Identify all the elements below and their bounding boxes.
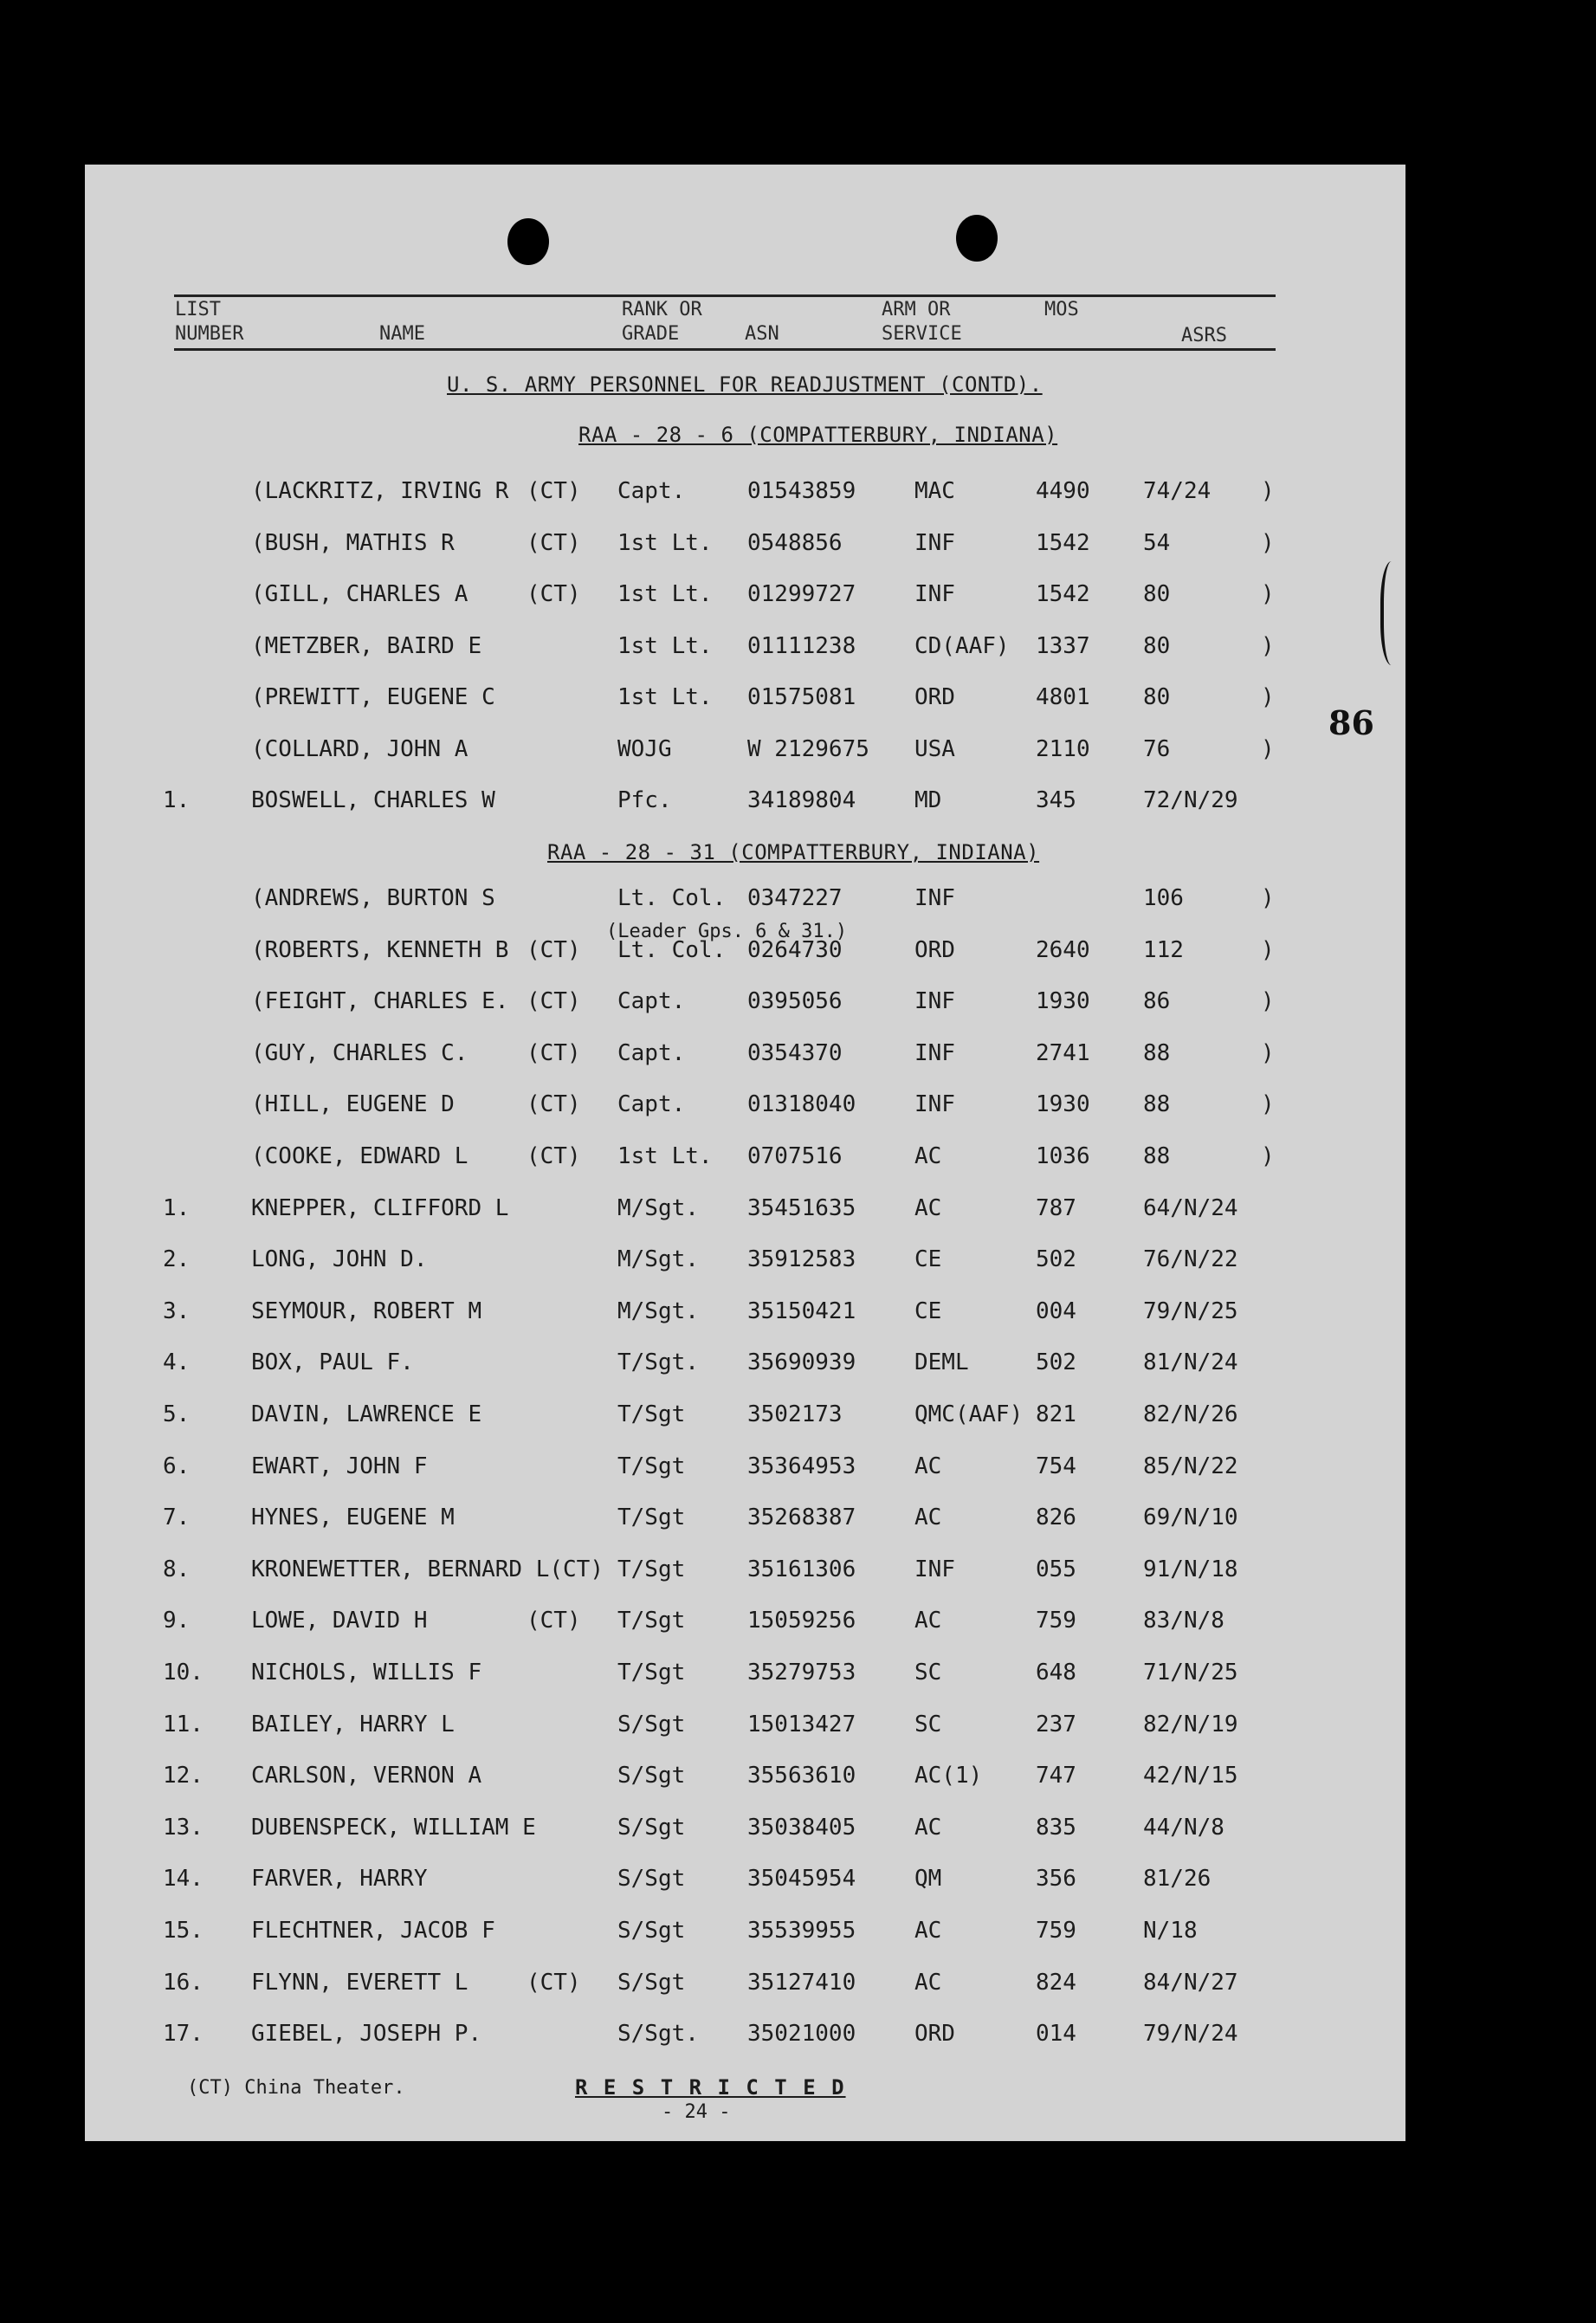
cell-asrs: 84/N/27	[1143, 1969, 1238, 1996]
cell-bracket: )	[1261, 885, 1275, 911]
cell-mos: 787	[1036, 1194, 1076, 1221]
cell-mos: 502	[1036, 1349, 1076, 1376]
cell-arm: AC	[914, 1608, 942, 1634]
cell-asrs: 82/N/19	[1143, 1711, 1238, 1737]
cell-asn: 35539955	[747, 1918, 856, 1944]
punch-hole	[507, 218, 549, 265]
cell-asn: 35364953	[747, 1453, 856, 1479]
cell-asrs: 85/N/22	[1143, 1453, 1238, 1479]
cell-name: FLYNN, EVERETT L	[251, 1969, 468, 1996]
cell-asn: 15013427	[747, 1711, 856, 1737]
cell-rank: S/Sgt	[617, 1969, 686, 1996]
table-row	[85, 1138, 1405, 1173]
cell-bracket: )	[1261, 529, 1275, 556]
cell-arm: CE	[914, 1246, 942, 1273]
cell-asrs: 74/24	[1143, 478, 1212, 504]
cell-bracket: )	[1261, 1039, 1275, 1066]
cell-rank: 1st Lt.	[617, 581, 713, 607]
cell-ct: (CT)	[527, 1039, 581, 1066]
cell-ct: (CT)	[527, 1143, 581, 1169]
cell-asn: 0707516	[747, 1143, 843, 1169]
cell-asrs: 112	[1143, 936, 1184, 963]
table-row	[85, 932, 1405, 967]
cell-name: NICHOLS, WILLIS F	[251, 1660, 482, 1686]
cell-rank: T/Sgt	[617, 1453, 686, 1479]
cell-arm: QM	[914, 1866, 942, 1893]
cell-asrs: 72/N/29	[1143, 787, 1238, 813]
cell-asn: 34189804	[747, 787, 856, 813]
table-row	[85, 1602, 1405, 1637]
cell-rank: S/Sgt.	[617, 2021, 699, 2048]
cell-arm: AC(1)	[914, 1763, 983, 1789]
table-row	[85, 1551, 1405, 1586]
cell-mos: 004	[1036, 1297, 1076, 1324]
cell-name: (PREWITT, EUGENE C	[251, 684, 495, 710]
cell-asrs: 80	[1143, 684, 1171, 710]
cell-ct: (CT)	[527, 1969, 581, 1996]
cell-mos: 014	[1036, 2021, 1076, 2048]
cell-arm: ORD	[914, 684, 955, 710]
cell-bracket: )	[1261, 478, 1275, 504]
cell-asrs: 80	[1143, 632, 1171, 659]
cell-asrs: 79/N/25	[1143, 1297, 1238, 1324]
cell-num: 1.	[163, 787, 191, 813]
header-name: NAME	[379, 323, 425, 345]
cell-bracket: )	[1261, 988, 1275, 1015]
cell-num: 7.	[163, 1504, 191, 1531]
main-title: U. S. ARMY PERSONNEL FOR READJUSTMENT (CONTD).	[447, 372, 1043, 397]
cell-mos: 1337	[1036, 632, 1090, 659]
leader-note: (Leader Gps. 6 & 31.)	[606, 921, 848, 942]
cell-asrs: 91/N/18	[1143, 1556, 1238, 1582]
cell-arm: MD	[914, 787, 942, 813]
cell-mos: 1930	[1036, 1091, 1090, 1118]
table-row	[85, 1757, 1405, 1792]
cell-arm: AC	[914, 1143, 942, 1169]
cell-mos: 2741	[1036, 1039, 1090, 1066]
cell-asrs: N/18	[1143, 1918, 1198, 1944]
cell-arm: INF	[914, 988, 955, 1015]
handwritten-mark	[1380, 561, 1408, 665]
cell-asrs: 86	[1143, 988, 1171, 1015]
table-row	[85, 576, 1405, 611]
cell-rank: S/Sgt	[617, 1763, 686, 1789]
header-rank-grade: RANK OR GRADE	[622, 299, 702, 345]
cell-mos: 345	[1036, 787, 1076, 813]
cell-name: LOWE, DAVID H	[251, 1608, 428, 1634]
cell-asrs: 64/N/24	[1143, 1194, 1238, 1221]
cell-name: (HILL, EUGENE D	[251, 1091, 455, 1118]
table-row	[85, 880, 1405, 915]
table-row	[85, 1964, 1405, 1999]
cell-arm: AC	[914, 1194, 942, 1221]
cell-asn: 35150421	[747, 1297, 856, 1324]
cell-arm: AC	[914, 1814, 942, 1841]
cell-rank: T/Sgt.	[617, 1349, 699, 1376]
cell-bracket: )	[1261, 684, 1275, 710]
cell-mos: 1542	[1036, 581, 1090, 607]
header-mos: MOS	[1044, 299, 1079, 320]
cell-mos: 754	[1036, 1453, 1076, 1479]
cell-mos: 826	[1036, 1504, 1076, 1531]
cell-rank: Capt.	[617, 988, 686, 1015]
cell-mos: 4801	[1036, 684, 1090, 710]
cell-bracket: )	[1261, 735, 1275, 762]
cell-asrs: 80	[1143, 581, 1171, 607]
table-row	[85, 1241, 1405, 1276]
cell-mos: 821	[1036, 1401, 1076, 1427]
table-row	[85, 782, 1405, 817]
cell-arm: INF	[914, 885, 955, 911]
cell-asn: 35451635	[747, 1194, 856, 1221]
cell-asrs: 88	[1143, 1143, 1171, 1169]
cell-asn: 3502173	[747, 1401, 843, 1427]
cell-mos: 747	[1036, 1763, 1076, 1789]
cell-arm: CE	[914, 1297, 942, 1324]
cell-arm: INF	[914, 581, 955, 607]
table-row	[85, 1086, 1405, 1121]
cell-num: 10.	[163, 1660, 204, 1686]
cell-name: (GILL, CHARLES A	[251, 581, 468, 607]
table-row	[85, 679, 1405, 714]
cell-rank: T/Sgt	[617, 1556, 686, 1582]
cell-bracket: )	[1261, 581, 1275, 607]
cell-name: SEYMOUR, ROBERT M	[251, 1297, 482, 1324]
punch-hole	[956, 215, 998, 262]
cell-rank: Pfc.	[617, 787, 672, 813]
cell-arm: AC	[914, 1504, 942, 1531]
cell-mos: 055	[1036, 1556, 1076, 1582]
cell-asn: 15059256	[747, 1608, 856, 1634]
cell-rank: T/Sgt	[617, 1504, 686, 1531]
cell-rank: WOJG	[617, 735, 672, 762]
cell-rank: T/Sgt	[617, 1660, 686, 1686]
cell-arm: CD(AAF)	[914, 632, 1010, 659]
document-page	[85, 165, 1405, 2141]
cell-name: (ROBERTS, KENNETH B	[251, 936, 509, 963]
cell-asn: 0264730	[747, 936, 843, 963]
classification-marking: R E S T R I C T E D	[575, 2075, 846, 2100]
cell-rank: 1st Lt.	[617, 529, 713, 556]
cell-arm: INF	[914, 1039, 955, 1066]
cell-rank: Capt.	[617, 1039, 686, 1066]
table-row	[85, 1706, 1405, 1741]
cell-asn: 01575081	[747, 684, 856, 710]
cell-num: 1.	[163, 1194, 191, 1221]
cell-mos: 759	[1036, 1918, 1076, 1944]
cell-num: 13.	[163, 1814, 204, 1841]
cell-asrs: 76	[1143, 735, 1171, 762]
footer-legend: (CT) China Theater.	[187, 2077, 405, 2099]
cell-rank: S/Sgt	[617, 1814, 686, 1841]
cell-arm: AC	[914, 1969, 942, 1996]
cell-asn: 0354370	[747, 1039, 843, 1066]
cell-asn: 35127410	[747, 1969, 856, 1996]
cell-rank: S/Sgt	[617, 1711, 686, 1737]
cell-ct: (CT)	[527, 529, 581, 556]
cell-num: 8.	[163, 1556, 191, 1582]
table-row	[85, 1448, 1405, 1483]
table-row	[85, 1860, 1405, 1895]
table-row	[85, 1035, 1405, 1070]
cell-ct: (CT)	[527, 988, 581, 1015]
section-title: RAA - 28 - 31 (COMPATTERBURY, INDIANA)	[547, 840, 1040, 864]
table-row	[85, 983, 1405, 1018]
cell-name: CARLSON, VERNON A	[251, 1763, 482, 1789]
cell-arm: INF	[914, 1091, 955, 1118]
cell-ct: (CT)	[527, 1608, 581, 1634]
cell-ct: (CT)	[527, 1091, 581, 1118]
cell-rank: M/Sgt.	[617, 1246, 699, 1273]
cell-arm: DEML	[914, 1349, 969, 1376]
cell-arm: ORD	[914, 2021, 955, 2048]
table-row	[85, 628, 1405, 663]
table-row	[85, 1396, 1405, 1431]
cell-asrs: 79/N/24	[1143, 2021, 1238, 2048]
cell-asn: 35279753	[747, 1660, 856, 1686]
header-arm-service: ARM OR SERVICE	[882, 299, 962, 345]
cell-bracket: )	[1261, 936, 1275, 963]
cell-asn: 01111238	[747, 632, 856, 659]
cell-rank: Capt.	[617, 478, 686, 504]
cell-name: (FEIGHT, CHARLES E.	[251, 988, 509, 1015]
table-row	[85, 473, 1405, 508]
cell-num: 5.	[163, 1401, 191, 1427]
cell-rank: S/Sgt	[617, 1918, 686, 1944]
cell-asn: 35038405	[747, 1814, 856, 1841]
cell-num: 11.	[163, 1711, 204, 1737]
page-number: - 24 -	[662, 2101, 731, 2123]
cell-mos: 1036	[1036, 1143, 1090, 1169]
cell-arm: AC	[914, 1918, 942, 1944]
cell-name: BOSWELL, CHARLES W	[251, 787, 495, 813]
cell-name: EWART, JOHN F	[251, 1453, 428, 1479]
cell-asrs: 42/N/15	[1143, 1763, 1238, 1789]
cell-asrs: 88	[1143, 1091, 1171, 1118]
cell-ct: (CT)	[527, 581, 581, 607]
cell-num: 17.	[163, 2021, 204, 2048]
header-rule-bottom	[174, 348, 1276, 351]
cell-arm: ORD	[914, 936, 955, 963]
section-title: RAA - 28 - 6 (COMPATTERBURY, INDIANA)	[578, 423, 1058, 447]
cell-rank: T/Sgt	[617, 1608, 686, 1634]
cell-mos: 502	[1036, 1246, 1076, 1273]
cell-name: BAILEY, HARRY L	[251, 1711, 455, 1737]
header-asn: ASN	[745, 323, 779, 345]
cell-name: HYNES, EUGENE M	[251, 1504, 455, 1531]
cell-asn: 0395056	[747, 988, 843, 1015]
cell-asn: 35268387	[747, 1504, 856, 1531]
cell-asrs: 106	[1143, 885, 1184, 911]
cell-rank: 1st Lt.	[617, 1143, 713, 1169]
cell-asrs: 71/N/25	[1143, 1660, 1238, 1686]
cell-name: (COLLARD, JOHN A	[251, 735, 468, 762]
table-row	[85, 1809, 1405, 1844]
cell-name: (LACKRITZ, IRVING R	[251, 478, 509, 504]
table-row	[85, 731, 1405, 766]
cell-name: DUBENSPECK, WILLIAM E	[251, 1814, 536, 1841]
cell-arm: INF	[914, 1556, 955, 1582]
cell-name: GIEBEL, JOSEPH P.	[251, 2021, 482, 2048]
cell-rank: Lt. Col.	[617, 936, 727, 963]
cell-mos: 1542	[1036, 529, 1090, 556]
cell-arm: AC	[914, 1453, 942, 1479]
header-list-number: LIST NUMBER	[175, 299, 244, 345]
header-asrs: ASRS	[1181, 325, 1227, 346]
table-row	[85, 1499, 1405, 1534]
cell-rank: Lt. Col.	[617, 885, 727, 911]
cell-arm: SC	[914, 1660, 942, 1686]
table-row	[85, 1654, 1405, 1689]
cell-asn: 01318040	[747, 1091, 856, 1118]
cell-num: 16.	[163, 1969, 204, 1996]
cell-asn: 35563610	[747, 1763, 856, 1789]
cell-ct: (CT)	[527, 936, 581, 963]
cell-asn: 0347227	[747, 885, 843, 911]
cell-asn: 01543859	[747, 478, 856, 504]
cell-name: FLECHTNER, JACOB F	[251, 1918, 495, 1944]
table-row	[85, 1293, 1405, 1328]
cell-mos: 759	[1036, 1608, 1076, 1634]
header-rule-top	[174, 294, 1276, 297]
cell-name: (GUY, CHARLES C.	[251, 1039, 468, 1066]
cell-asrs: 81/N/24	[1143, 1349, 1238, 1376]
cell-arm: SC	[914, 1711, 942, 1737]
cell-num: 12.	[163, 1763, 204, 1789]
table-row	[85, 1912, 1405, 1947]
cell-asrs: 81/26	[1143, 1866, 1212, 1893]
cell-asrs: 88	[1143, 1039, 1171, 1066]
cell-asrs: 44/N/8	[1143, 1814, 1224, 1841]
cell-bracket: )	[1261, 632, 1275, 659]
cell-name: FARVER, HARRY	[251, 1866, 428, 1893]
cell-mos: 835	[1036, 1814, 1076, 1841]
cell-rank: T/Sgt	[617, 1401, 686, 1427]
cell-arm: USA	[914, 735, 955, 762]
cell-num: 6.	[163, 1453, 191, 1479]
cell-asn: 01299727	[747, 581, 856, 607]
cell-asn: 35690939	[747, 1349, 856, 1376]
cell-mos: 824	[1036, 1969, 1076, 1996]
table-row	[85, 1344, 1405, 1379]
cell-asn: 35161306	[747, 1556, 856, 1582]
cell-asn: 35021000	[747, 2021, 856, 2048]
table-row	[85, 525, 1405, 560]
cell-rank: 1st Lt.	[617, 632, 713, 659]
cell-name: KRONEWETTER, BERNARD L(CT)	[251, 1556, 604, 1582]
cell-mos: 4490	[1036, 478, 1090, 504]
cell-num: 3.	[163, 1297, 191, 1324]
table-row	[85, 2016, 1405, 2050]
cell-arm: QMC(AAF)	[914, 1401, 1024, 1427]
cell-mos: 648	[1036, 1660, 1076, 1686]
table-row	[85, 1190, 1405, 1225]
cell-name: BOX, PAUL F.	[251, 1349, 414, 1376]
cell-mos: 1930	[1036, 988, 1090, 1015]
cell-asrs: 69/N/10	[1143, 1504, 1238, 1531]
cell-name: (ANDREWS, BURTON S	[251, 885, 495, 911]
cell-bracket: )	[1261, 1143, 1275, 1169]
cell-num: 4.	[163, 1349, 191, 1376]
cell-rank: 1st Lt.	[617, 684, 713, 710]
cell-rank: Capt.	[617, 1091, 686, 1118]
cell-name: (COOKE, EDWARD L	[251, 1143, 468, 1169]
cell-asrs: 82/N/26	[1143, 1401, 1238, 1427]
cell-asn: 35912583	[747, 1246, 856, 1273]
cell-name: LONG, JOHN D.	[251, 1246, 428, 1273]
cell-asrs: 76/N/22	[1143, 1246, 1238, 1273]
cell-asn: W 2129675	[747, 735, 869, 762]
cell-arm: INF	[914, 529, 955, 556]
cell-rank: M/Sgt.	[617, 1297, 699, 1324]
cell-num: 2.	[163, 1246, 191, 1273]
cell-arm: MAC	[914, 478, 955, 504]
cell-num: 15.	[163, 1918, 204, 1944]
cell-num: 14.	[163, 1866, 204, 1893]
cell-name: (BUSH, MATHIS R	[251, 529, 455, 556]
margin-number: 86	[1328, 703, 1374, 742]
cell-ct: (CT)	[527, 478, 581, 504]
cell-rank: M/Sgt.	[617, 1194, 699, 1221]
cell-rank: S/Sgt	[617, 1866, 686, 1893]
cell-name: (METZBER, BAIRD E	[251, 632, 482, 659]
cell-asn: 35045954	[747, 1866, 856, 1893]
cell-asrs: 54	[1143, 529, 1171, 556]
cell-mos: 237	[1036, 1711, 1076, 1737]
cell-name: KNEPPER, CLIFFORD L	[251, 1194, 509, 1221]
cell-bracket: )	[1261, 1091, 1275, 1118]
cell-num: 9.	[163, 1608, 191, 1634]
cell-mos: 2110	[1036, 735, 1090, 762]
cell-asn: 0548856	[747, 529, 843, 556]
cell-mos: 356	[1036, 1866, 1076, 1893]
cell-mos: 2640	[1036, 936, 1090, 963]
cell-name: DAVIN, LAWRENCE E	[251, 1401, 482, 1427]
cell-asrs: 83/N/8	[1143, 1608, 1224, 1634]
